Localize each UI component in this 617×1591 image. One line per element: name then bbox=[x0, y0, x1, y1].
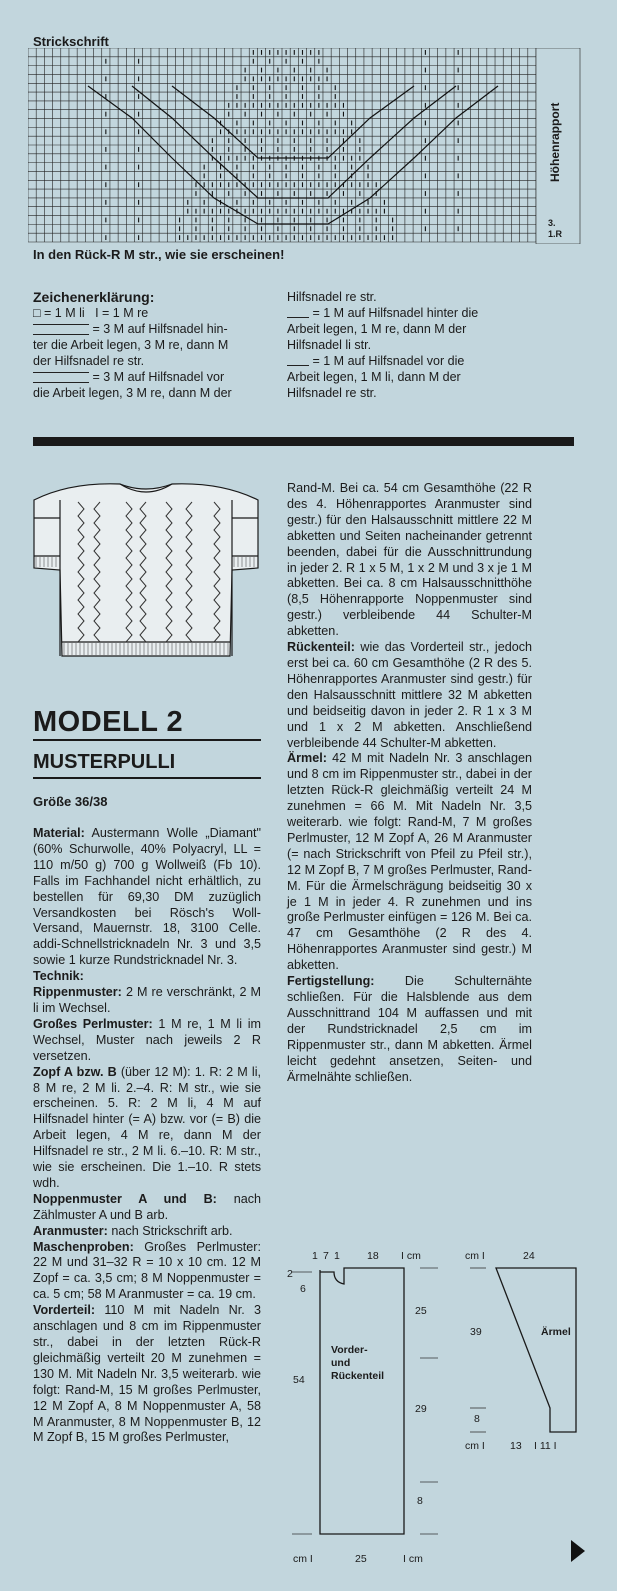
para-fertigstellung: Fertigstellung: Die Schulternähte schließen. Für die Halsblende aus dem Ausschnittrand 104 M auffassen und mit der Rundstricknadel 2,5 cm im Rippenmuster str., dann M abketten. Ärmel leicht gedehnt ansetzen, Seiten- und Ärmelnähte schließen. bbox=[287, 974, 532, 1084]
body-left-54: 54 bbox=[293, 1374, 305, 1386]
legend-line: Hilfsnadel re str. bbox=[287, 290, 377, 304]
instructions-right-column bbox=[287, 481, 532, 1085]
legend-line: der Hilfsnadel re str. bbox=[33, 354, 145, 368]
body-schematic bbox=[282, 1252, 452, 1582]
sleeve-bottom-cm: cm I bbox=[465, 1440, 485, 1452]
legend-line: ter die Arbeit legen, 3 M re, dann M bbox=[33, 338, 229, 352]
body-top-7: 7 bbox=[323, 1250, 329, 1262]
model-title: MODELL 2 bbox=[33, 706, 184, 738]
legend-line: Arbeit legen, 1 M li, dann M der bbox=[287, 370, 461, 384]
sleeve-bottom-11: I 11 I bbox=[534, 1440, 557, 1452]
para-noppenmuster: Noppenmuster A und B: nach Zählmuster A und B arb. bbox=[33, 1191, 262, 1222]
body-bottom-cm-right: I cm bbox=[403, 1553, 423, 1565]
row-label-1: 1.R bbox=[548, 229, 563, 239]
legend-sym-re: I = 1 M re bbox=[95, 306, 149, 320]
legend-right bbox=[287, 289, 532, 401]
para-zopf: Zopf A bzw. B (über 12 M): 1. R: 2 M li, 8 M re, 2 M li. 2.–4. R: M str., wie sie erscheinen. 5. R: 2 M li, 4 M auf Hilfsnadel hinter (= A) bzw. vor (= B) die Arbeit legen, 4 M re, dann M der Hilfsnadel re str., 2 M li. 6.–10. R: M str., wie sie erscheinen. Die 1.–10. R stets wdh. bbox=[33, 1064, 261, 1190]
legend-left bbox=[33, 305, 273, 401]
knitting-chart bbox=[28, 48, 588, 244]
legend-line: Hilfsnadel re str. bbox=[287, 386, 377, 400]
legend-sym-li: □ = 1 M li bbox=[33, 306, 85, 320]
body-top-18: 18 bbox=[367, 1250, 379, 1262]
legend-cross-back: = 1 M auf Hilfsnadel hinter die bbox=[287, 305, 532, 321]
legend-cable-front: = 3 M auf Hilfsnadel vor bbox=[33, 369, 273, 385]
sleeve-label: Ärmel bbox=[541, 1326, 571, 1338]
body-label-1: Vorder- bbox=[331, 1344, 368, 1356]
cable-back-symbol-icon bbox=[33, 324, 89, 335]
chart-title: Strickschrift bbox=[33, 34, 109, 49]
legend-line: die Arbeit legen, 3 M re, dann M der bbox=[33, 386, 232, 400]
para-maschenproben: Maschenproben: Großes Perlmuster: 22 M und 31–32 R = 10 x 10 cm. 12 M Zopf = ca. 3,5 cm; 8 M Noppenmuster = ca. 5 cm; 58 M Aranmuster = ca. 19 cm. bbox=[33, 1239, 262, 1302]
legend-heading: Zeichenerklärung: bbox=[33, 289, 155, 305]
para-material: Material: Austermann Wolle „Diamant" (60% Schurwolle, 40% Polyacryl, LL = 110 m/50 g) 700 g Wollweiß (Fb 10). Falls im Fachhandel nicht erhältlich, zu bestellen für 69,30 DM zuzüglich Versandkosten bei Rösch's Woll-Versand, Mauernstr. 18, 3100 Celle. addi-Schnellstricknadeln Nr. 3 und 3,5 sowie 1 kurze Rundstricknadel Nr. 3. bbox=[33, 826, 261, 968]
model-subtitle: MUSTERPULLI bbox=[33, 751, 176, 773]
body-label-2: und bbox=[331, 1357, 351, 1369]
legend-cable-back: = 3 M auf Hilfsnadel hin- bbox=[33, 321, 273, 337]
sleeve-bottom-13: 13 bbox=[510, 1440, 522, 1452]
legend-symbol-row bbox=[33, 305, 273, 321]
body-label-3: Rückenteil bbox=[331, 1370, 385, 1382]
para-vorderteil: Vorderteil: 110 M mit Nadeln Nr. 3 anschlagen und 8 cm im Rippenmuster str., dabei in der letzten Rück-R gleichmäßig verteilt 20 M zunehmen = 130 M. Mit Nadeln Nr. 3,5 weiterarb. wie folgt: Rand-M, 15 M großes Perlmuster, 12 M Zopf A, 8 M Noppenmuster A, 58 M Aranmuster, 8 M Noppenmuster B, 12 M Zopf B, 15 M großes Perlmuster, bbox=[33, 1303, 261, 1445]
model-size: Größe 36/38 bbox=[33, 794, 108, 809]
body-top-cm: I cm bbox=[401, 1250, 421, 1262]
para-technik: Technik: bbox=[33, 969, 84, 984]
legend-cross-front: = 1 M auf Hilfsnadel vor die bbox=[287, 353, 532, 369]
instructions-left-column bbox=[33, 826, 261, 1446]
body-bottom-25: 25 bbox=[355, 1553, 367, 1565]
para-perlmuster: Großes Perlmuster: 1 M re, 1 M li im Wechsel, Muster nach jeweils 2 R versetzen. bbox=[33, 1016, 261, 1063]
subtitle-rule bbox=[33, 777, 261, 779]
body-left-2: 2 bbox=[287, 1268, 293, 1280]
sleeve-top-24: 24 bbox=[523, 1250, 535, 1262]
body-bottom-cm-left: cm I bbox=[293, 1553, 313, 1565]
para-aermel: Ärmel: 42 M mit Nadeln Nr. 3 anschlagen und 8 cm im Rippenmuster str., dabei in der letzten Rück-R gleichmäßig verteilt 24 M zunehmen = 66 M. Mit Nadeln Nr. 3,5 weiterarb. wie folgt: Rand-M, 7 M großes Perlmuster, 12 M Zopf A, 26 M Aranmuster (= nach Strickschrift von Pfeil zu Pfeil str.), 12 M Zopf B, 7 M großes Perlmuster, Rand-M. Für die Ärmelschrägung beidseitig 30 x je 1 M in jeder 4. R zunehmen und ins große Perlmuster einfügen = 126 M. Bei ca. 47 cm Gesamthöhe (2 R des 4. Höhenrapportes Aranmuster sind gestr.) M abketten. bbox=[287, 751, 532, 973]
cross-back-symbol-icon bbox=[287, 309, 309, 318]
para-rueckenteil: Rückenteil: wie das Vorderteil str., jedoch erst bei ca. 60 cm Gesamthöhe (2 R des 5. Höhenrapportes Aranmuster sind gestr.) für den Halsausschnitt mittlere 32 M abketten und beidseitig davon in jeder 2. R 1 x 3 M und 1 x 2 M abketten. Anschließend verbleibende 44 Schulter-M abketten. bbox=[287, 640, 533, 750]
sleeve-outline bbox=[496, 1268, 576, 1432]
body-top-1: 1 bbox=[312, 1250, 318, 1262]
para-rippenmuster: Rippenmuster: 2 M re verschränkt, 2 M li im Wechsel. bbox=[33, 985, 261, 1015]
cable-front-symbol-icon bbox=[33, 372, 89, 383]
chart-note: In den Rück-R M str., wie sie erscheinen! bbox=[33, 247, 285, 262]
body-right-25: 25 bbox=[415, 1305, 427, 1317]
body-right-29: 29 bbox=[415, 1403, 427, 1415]
legend-line: Arbeit legen, 1 M re, dann M der bbox=[287, 322, 467, 336]
para-vorderteil-cont: Rand-M. Bei ca. 54 cm Gesamthöhe (22 R des 4. Höhenrapportes Aranmuster sind gestr.) für den Halsausschnitt mittlere 22 M abketten und Seiten nacheinander getrennt beenden, dabei für die Ausschnittrundung in jeder 2. R 1 x 5 M, 1 x 2 M und 3 x je 1 M abketten. Bei ca. 8 cm Halsausschnitthöhe (8,5 Höhenrapporte Noppenmuster sind gestr.) verbleibende 44 Schulter-M abketten. bbox=[287, 481, 532, 639]
body-right-8: 8 bbox=[417, 1495, 423, 1507]
body-outline bbox=[320, 1268, 404, 1534]
next-page-arrow-icon bbox=[571, 1540, 585, 1562]
chart-cable-line-outer bbox=[88, 86, 498, 224]
row-label-3: 3. bbox=[548, 218, 556, 228]
sweater-illustration bbox=[30, 478, 262, 666]
section-divider bbox=[33, 437, 574, 446]
cross-front-symbol-icon bbox=[287, 357, 309, 366]
body-left-6: 6 bbox=[300, 1283, 306, 1295]
sleeve-top-cm: cm I bbox=[465, 1250, 485, 1262]
legend-line: Hilfsnadel li str. bbox=[287, 338, 372, 352]
sleeve-left-8: 8 bbox=[474, 1413, 480, 1425]
sleeve-schematic bbox=[462, 1252, 582, 1452]
para-aranmuster: Aranmuster: nach Strickschrift arb. bbox=[33, 1223, 233, 1238]
height-repeat-label: Höhenrapport bbox=[548, 102, 562, 182]
sleeve-left-39: 39 bbox=[470, 1326, 482, 1338]
title-rule bbox=[33, 739, 261, 741]
body-top-1b: 1 bbox=[334, 1250, 340, 1262]
